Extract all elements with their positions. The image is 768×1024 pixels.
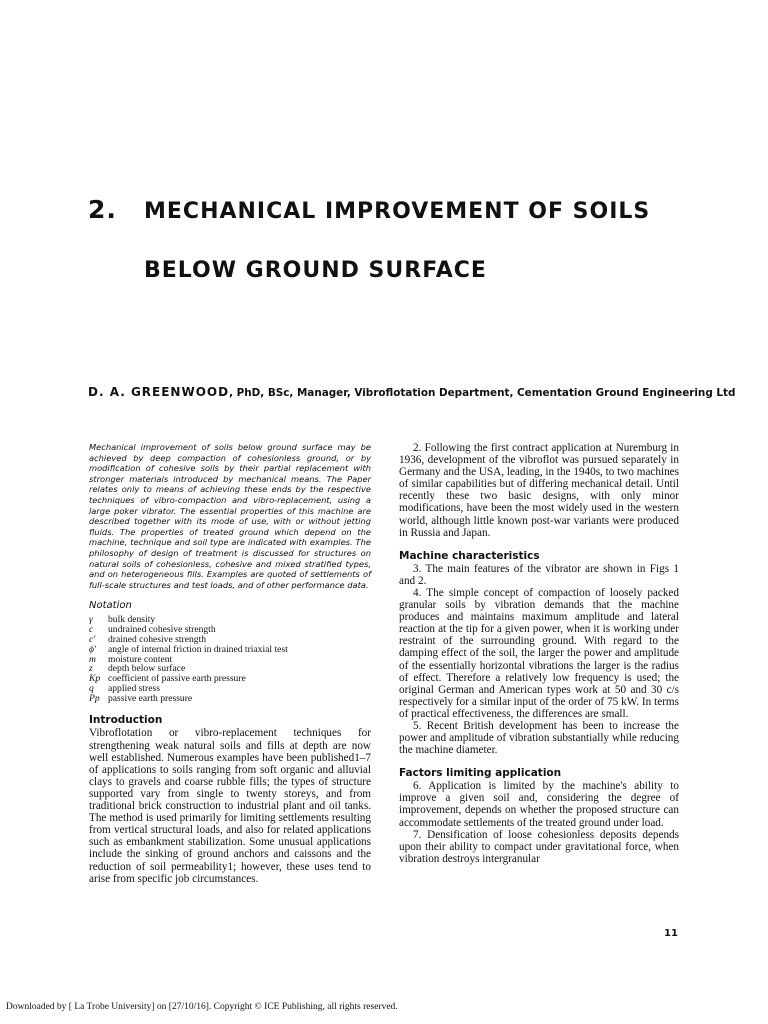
notation-item bbox=[89, 694, 371, 704]
paragraph-4: 4. The simple concept of compaction of loosely packed granular soils by vibration demands that the machine produces and maintains maximum amplitude and lateral reaction at the tip for a given power, when it is working under restraint of the surrounding ground. With regard to the damping effect of the soil, the larger the power and amplitude of the essentially horizontal vibrations the larger is the radius of effect. Therefore a relatively low frequency is used; the original German and American types work at 50 and 30 c/s respectively for a similar input of the order of 75 kW. In terms of practical effectiveness, the differences are small. bbox=[399, 586, 679, 720]
author-name: D. A. GREENWOOD bbox=[88, 385, 230, 399]
abstract: Mechanical improvement of soils below ground surface may be achieved by deep compaction of cohesionless ground, or by modification of cohesive soils by their partial replacement with stronger materials introduced by mechanical means. The Paper relates only to means of achieving these ends by the respective techniques of vibro-compaction and vibro-replacement, using a large poker vibrator. The essential properties of this machine are described together with its mode of use, with or without jetting fluids. The properties of treated ground which depend on the machine, technique and soil type are indicated with examples. The philosophy of design of treatment is discussed for structures on natural soils of cohesionless, cohesive and mixed stratified types, and on heterogeneous fills. Examples are quoted of settlements of full-scale structures and test loads, and of other performance data. bbox=[89, 442, 371, 590]
chapter-number: 2. bbox=[88, 195, 117, 224]
notation-symbol: c′ bbox=[89, 633, 96, 645]
notation-text: applied stress bbox=[108, 682, 160, 694]
paragraph-3: 3. The main features of the vibrator are shown in Figs 1 and 2. bbox=[399, 562, 679, 587]
notation-symbol: Pp bbox=[89, 692, 100, 704]
notation-text: angle of internal friction in drained triaxial test bbox=[108, 643, 288, 655]
notation-symbol: ϕ′ bbox=[89, 643, 97, 655]
notation-symbol: m bbox=[89, 653, 96, 665]
notation-text: depth below surface bbox=[108, 663, 186, 675]
notation-text: bulk density bbox=[108, 614, 156, 626]
left-column bbox=[89, 442, 371, 885]
author-line bbox=[88, 385, 736, 399]
notation-symbol: q bbox=[89, 682, 94, 694]
paragraph-5: 5. Recent British development has been to increase the power and amplitude of vibration substantially while reducing the machine diameter. bbox=[399, 719, 679, 757]
right-column bbox=[399, 442, 679, 865]
notation-symbol: Kp bbox=[89, 673, 101, 685]
introduction-paragraph-1: Vibroflotation or vibro-replacement techniques for strengthening weak natural soils and fills at depth are now well established. Numerous examples have been published1–7 of applications to soils ranging from soft organic and alluvial clays to gravels and coarse rubble fills; the types of structure supported vary from single to twenty storeys, and from traditional brick construction to industrial plant and oil tanks. The method is used primarily for limiting settlements resulting from vertical structural loads, and also for related applications such as embankment stabilization. Some unusual applications include the sinking of ground anchors and caissons and the reduction of soil permeability1; however, these uses tend to arise from specific job circumstances. bbox=[89, 727, 371, 885]
page-number: 11 bbox=[664, 928, 678, 939]
notation-heading: Notation bbox=[89, 600, 132, 612]
paragraph-2: 2. Following the first contract application at Nuremburg in 1936, development of the vibroflot was pursued separately in Germany and the USA, leading, in the 1940s, to two machines of similar capabilities but of differing mechanical detail. Until recently these two basic designs, with only minor modifications, have been the most widely used in the western world, although little known post-war variants were produced in Russia and Japan. bbox=[399, 442, 679, 539]
introduction-heading: Introduction bbox=[89, 714, 163, 727]
notation-symbol: γ bbox=[89, 614, 93, 626]
notation-text: passive earth pressure bbox=[108, 692, 193, 704]
title-line-1: MECHANICAL IMPROVEMENT OF SOILS bbox=[144, 199, 651, 224]
machine-heading: Machine characteristics bbox=[399, 549, 540, 562]
notation-text: moisture content bbox=[108, 653, 173, 665]
author-details: , PhD, BSc, Manager, Vibroflotation Department, Cementation Ground Engineering Ltd bbox=[229, 387, 736, 399]
notation-symbol: c bbox=[89, 624, 94, 636]
paragraph-7: 7. Densification of loose cohesionless deposits depends upon their ability to compact under gravitational force, when vibration destroys intergranular bbox=[399, 828, 679, 865]
notation-text: drained cohesive strength bbox=[108, 633, 207, 645]
title-line-2: BELOW GROUND SURFACE bbox=[144, 258, 487, 283]
chapter-title bbox=[88, 195, 728, 283]
notation-text: coefficient of passive earth pressure bbox=[108, 673, 246, 685]
notation-symbol: z bbox=[89, 663, 93, 675]
download-footer: Downloaded by [ La Trobe University] on [27/10/16]. Copyright © ICE Publishing, all rights reserved. bbox=[6, 1002, 398, 1012]
factors-heading: Factors limiting application bbox=[399, 767, 562, 780]
notation-list bbox=[89, 615, 371, 703]
paragraph-6: 6. Application is limited by the machine's ability to improve a given soil and, considering the degree of improvement, depends on whether the proposed structure can accommodate settlements of the treated ground under load. bbox=[399, 780, 679, 829]
notation-text: undrained cohesive strength bbox=[108, 624, 216, 636]
